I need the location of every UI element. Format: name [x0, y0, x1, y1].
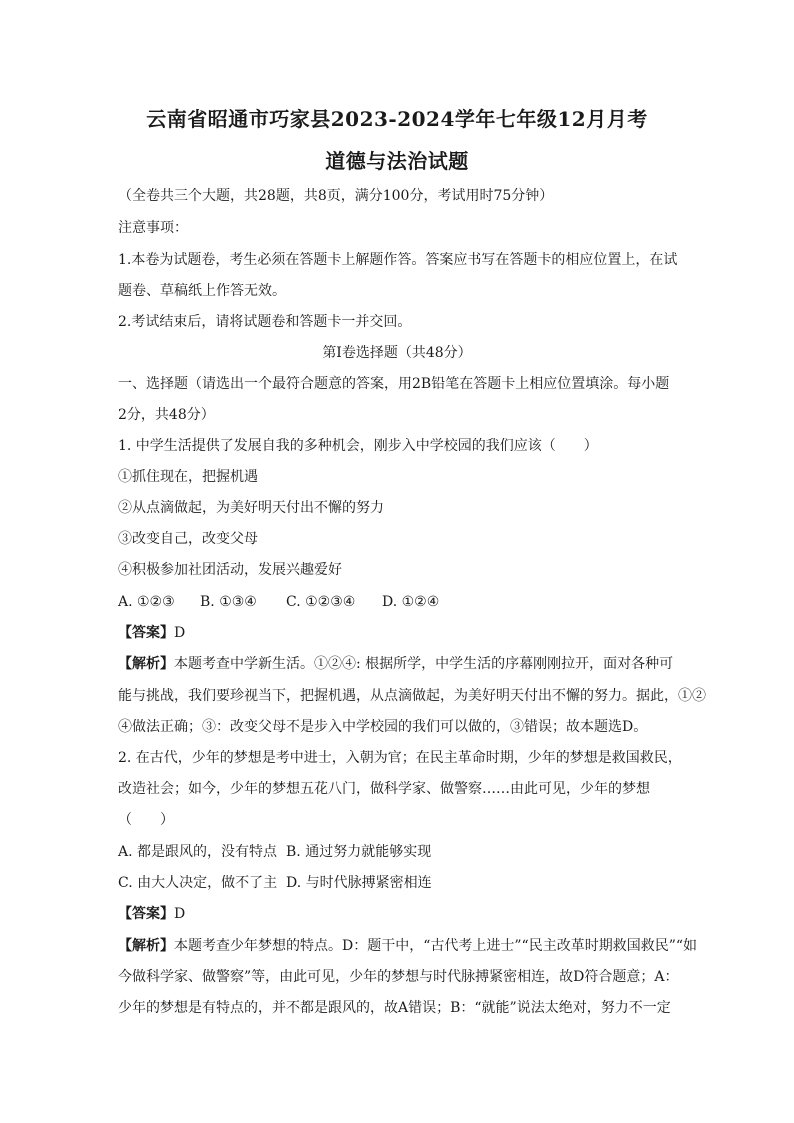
part-title: 第Ⅰ卷选择题（共48分） [322, 345, 472, 361]
q1-item: ③改变自己，改变父母 [118, 531, 258, 547]
q1-item: ①抓住现在，把握机遇 [118, 469, 258, 485]
q2-options-row-1 [118, 842, 431, 862]
q2-stem-line-1: 2. 在古代，少年的梦想是考中进士，入朝为官；在民主革命时期，少年的梦想是救国救民， [118, 750, 682, 766]
answer-label: 【答案】 [118, 906, 174, 922]
analysis-text: 本题考查中学新生活。①②④: 根据所学，中学生活的序幕刚刚拉开，面对各种可 [174, 656, 674, 672]
q2-analysis-line-3: 少年的梦想是有特点的，并不都是跟风的，故A错误；B：“就能”说法太绝对，努力不一定 [118, 1000, 671, 1016]
q1-option-c: C. ①②③④ [286, 594, 356, 610]
q1-item: ②从点滴做起，为美好明天付出不懈的努力 [118, 500, 384, 516]
q2-option-b: B. 通过努力就能够实现 [286, 844, 432, 860]
q1-analysis-line-2: 能与挑战，我们要珍视当下，把握机遇，从点滴做起，为美好明天付出不懈的努力。据此，①② [118, 688, 706, 704]
q1-answer [118, 623, 185, 643]
q2-option-a: A. 都是跟风的，没有特点 [118, 844, 278, 860]
note-1-line-2: 题卷、草稿纸上作答无效。 [118, 283, 286, 299]
q1-stem: 1. 中学生活提供了发展自我的多种机会，刚步入中学校园的我们应该（ ） [118, 438, 598, 454]
q2-stem-line-3: （ ） [118, 812, 174, 828]
notice-label: 注意事项： [118, 220, 188, 236]
q2-stem-line-2: 改造社会；如今，少年的梦想五花八门，做科学家、做警察……由此可见，少年的梦想 [118, 781, 650, 797]
q1-analysis-line-1 [118, 654, 673, 674]
exam-info: （全卷共三个大题，共28题，共8页，满分100分，考试用时75分钟） [118, 188, 554, 204]
analysis-text: 本题考查少年梦想的特点。D：题干中，“古代考上进士”“民主改革时期救国救民”“如 [174, 938, 698, 954]
note-1-line-1: 1.本卷为试题卷，考生必须在答题卡上解题作答。答案应书写在答题卡的相应位置上，在试 [118, 252, 678, 268]
q1-option-a: A. ①②③ [118, 594, 175, 610]
q2-options-row-2 [118, 873, 432, 893]
section-instruction-line-2: 2分，共48分） [118, 407, 215, 423]
q2-analysis-line-2: 今做科学家、做警察”等，由此可见，少年的梦想与时代脉搏紧密相连，故D符合题意；A： [118, 969, 679, 985]
q1-option-b: B. ①③④ [200, 594, 257, 610]
q2-answer [118, 904, 185, 924]
q1-option-d: D. ①②④ [382, 594, 440, 610]
analysis-label: 【解析】 [118, 656, 174, 672]
page-title: 云南省昭通市巧家县2023-2024学年七年级12月月考 [146, 107, 648, 131]
section-instruction-line-1: 一、选择题（请选出一个最符合题意的答案，用2B铅笔在答题卡上相应位置填涂。每小题 [118, 376, 670, 392]
q1-analysis-line-3: ④做法正确；③：改变父母不是步入中学校园的我们可以做的，③错误；故本题选D。 [118, 719, 648, 735]
analysis-label: 【解析】 [118, 938, 174, 954]
note-2: 2.考试结束后，请将试题卷和答题卡一并交回。 [118, 314, 412, 330]
q2-option-d: D. 与时代脉搏紧密相连 [286, 875, 432, 891]
q2-analysis-line-1 [118, 936, 697, 956]
q1-options [118, 592, 439, 612]
answer-label: 【答案】 [118, 625, 174, 641]
q1-item: ④积极参加社团活动，发展兴趣爱好 [118, 562, 342, 578]
page-subtitle: 道德与法治试题 [325, 149, 469, 173]
q2-option-c: C. 由大人决定，做不了主 [118, 875, 278, 891]
answer-value: D [174, 906, 186, 922]
answer-value: D [174, 625, 186, 641]
